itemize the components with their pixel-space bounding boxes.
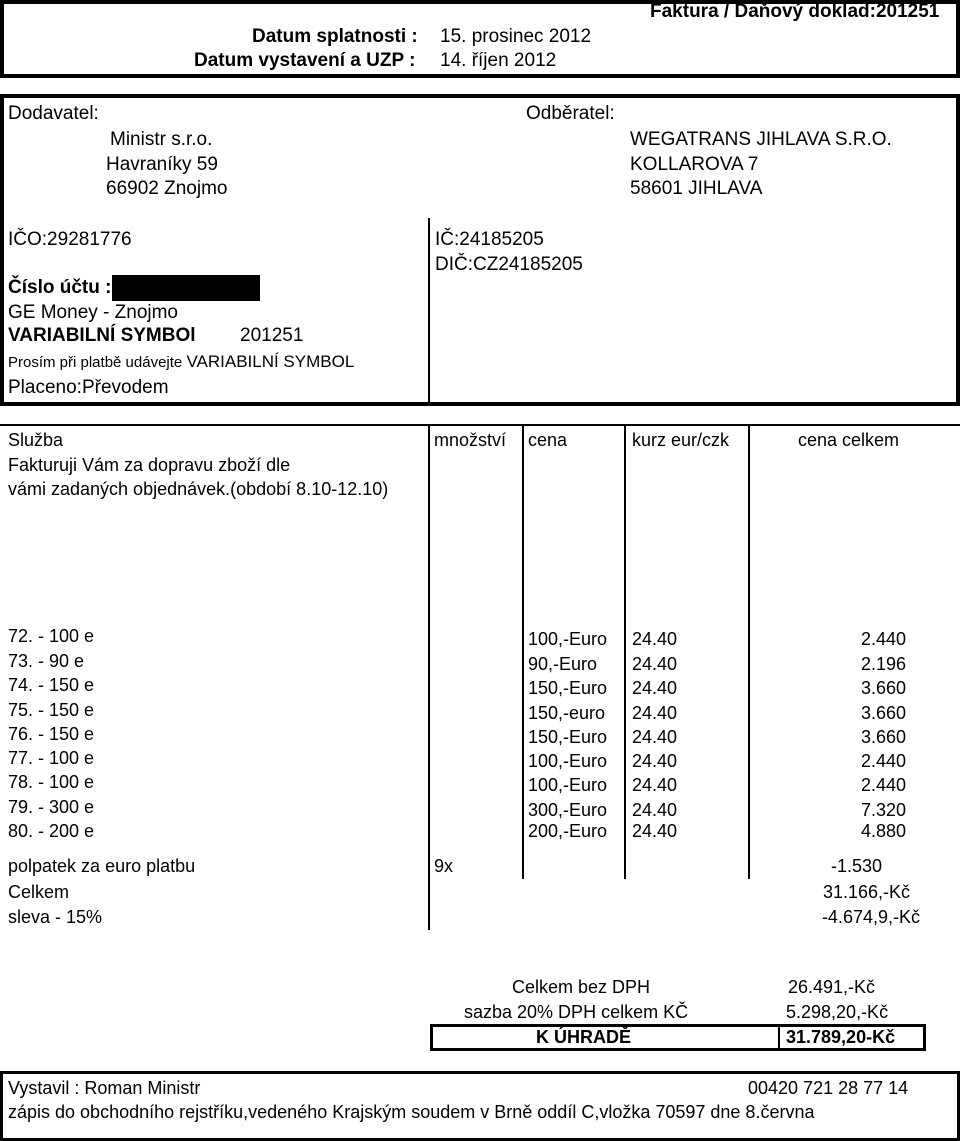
surcharge-label: polpatek za euro platbu <box>8 856 196 876</box>
row-total: 2.440 <box>860 751 906 771</box>
account-label: Číslo účtu : <box>8 277 112 298</box>
payment-method: Placeno:Převodem <box>8 377 169 398</box>
supplier-name: Ministr s.r.o. <box>110 129 213 150</box>
customer-ic: IČ:24185205 <box>435 229 544 250</box>
variable-symbol-value: 201251 <box>240 325 304 346</box>
phone-number: 00420 721 28 77 14 <box>748 1078 909 1098</box>
table-row <box>0 748 960 772</box>
discount-label: sleva - 15% <box>8 907 103 927</box>
row-rate: 24.40 <box>632 678 678 698</box>
net-total-value: 26.491,-Kč <box>788 977 876 997</box>
service-description-2: vámi zadaných objednávek.(období 8.10-12.10) <box>8 479 389 499</box>
row-item: 77. - 100 e <box>8 748 95 768</box>
table-row <box>0 797 960 821</box>
document-title: Faktura / Daňový doklad:201251 <box>650 1 940 22</box>
supplier-ico: IČO:29281776 <box>8 229 132 250</box>
table-row <box>0 724 960 748</box>
row-price: 150,-Euro <box>528 727 608 747</box>
customer-street: KOLLAROVA 7 <box>630 154 759 175</box>
supplier-label: Dodavatel: <box>8 103 99 124</box>
register-note: zápis do obchodního rejstříku,vedeného Krajským soudem v Brně oddíl C,vložka 70597 dne 8.června <box>8 1102 815 1122</box>
amount-due-divider <box>778 1026 780 1049</box>
row-item: 74. - 150 e <box>8 675 95 695</box>
payment-note-vs: VARIABILNÍ SYMBOL <box>186 352 355 371</box>
row-item: 78. - 100 e <box>8 772 95 792</box>
row-price: 300,-Euro <box>528 800 608 820</box>
parties-divider <box>428 218 430 404</box>
header-service: Služba <box>8 430 64 450</box>
row-total: 3.660 <box>860 727 906 747</box>
redacted-account-number <box>112 275 260 301</box>
total-label: Celkem <box>8 882 70 902</box>
due-date-label: Datum splatnosti : <box>252 26 418 47</box>
header-rate: kurz eur/czk <box>632 430 730 450</box>
header-price: cena <box>528 430 568 450</box>
row-total: 3.660 <box>860 703 906 723</box>
variable-symbol-label: VARIABILNÍ SYMBOl <box>8 325 196 346</box>
service-description-1: Fakturuji Vám za dopravu zboží dle <box>8 455 291 475</box>
surcharge-quantity: 9x <box>434 856 454 876</box>
table-row <box>0 772 960 796</box>
amount-due-value: 31.789,20-Kč <box>786 1027 896 1047</box>
row-item: 76. - 150 e <box>8 724 95 744</box>
customer-label: Odběratel: <box>526 103 615 124</box>
table-row <box>0 651 960 675</box>
issued-by: Vystavil : Roman Ministr <box>8 1078 201 1098</box>
header-total: cena celkem <box>798 430 900 450</box>
row-price: 100,-Euro <box>528 629 608 649</box>
discount-value: -4.674,9,-Kč <box>821 907 920 927</box>
table-row <box>0 700 960 724</box>
row-rate: 24.40 <box>632 800 678 820</box>
row-item: 79. - 300 e <box>8 797 95 817</box>
row-price: 100,-Euro <box>528 751 608 771</box>
bank-name: GE Money - Znojmo <box>8 302 178 323</box>
header-quantity: množství <box>434 430 507 450</box>
total-value: 31.166,-Kč <box>822 882 910 902</box>
row-rate: 24.40 <box>632 775 678 795</box>
row-rate: 24.40 <box>632 654 678 674</box>
row-price: 100,-Euro <box>528 775 608 795</box>
customer-name: WEGATRANS JIHLAVA S.R.O. <box>630 129 892 150</box>
row-total: 4.880 <box>860 821 906 841</box>
surcharge-total: -1.530 <box>830 856 882 876</box>
row-total: 2.440 <box>860 629 906 649</box>
row-rate: 24.40 <box>632 751 678 771</box>
amount-due-label: K ÚHRADĚ <box>536 1027 632 1047</box>
net-total-label: Celkem bez DPH <box>512 977 651 997</box>
row-item: 80. - 200 e <box>8 821 95 841</box>
customer-dic: DIČ:CZ24185205 <box>435 254 583 275</box>
supplier-street: Havraníky 59 <box>106 154 218 175</box>
row-item: 73. - 90 e <box>8 651 85 671</box>
payment-note <box>8 352 354 372</box>
vat-value: 5.298,20,-Kč <box>786 1002 889 1022</box>
row-item: 72. - 100 e <box>8 626 95 646</box>
issue-date-label: Datum vystavení a UZP : <box>194 50 416 71</box>
customer-city: 58601 JIHLAVA <box>630 178 763 199</box>
table-top-rule <box>0 424 960 426</box>
vat-label: sazba 20% DPH celkem KČ <box>464 1002 689 1022</box>
table-row <box>0 626 960 650</box>
row-total: 2.440 <box>860 775 906 795</box>
row-total: 7.320 <box>860 800 906 820</box>
row-price: 150,-euro <box>528 703 606 723</box>
supplier-city: 66902 Znojmo <box>106 178 228 199</box>
row-price: 90,-Euro <box>528 654 598 674</box>
row-price: 150,-Euro <box>528 678 608 698</box>
payment-note-text: Prosím při platbě udávejte <box>8 354 183 371</box>
row-rate: 24.40 <box>632 727 678 747</box>
row-item: 75. - 150 e <box>8 700 95 720</box>
due-date-value: 15. prosinec 2012 <box>440 26 592 47</box>
row-total: 2.196 <box>860 654 906 674</box>
row-rate: 24.40 <box>632 821 678 841</box>
row-total: 3.660 <box>860 678 906 698</box>
row-price: 200,-Euro <box>528 821 608 841</box>
table-row <box>0 821 960 845</box>
table-row <box>0 675 960 699</box>
issue-date-value: 14. říjen 2012 <box>440 50 557 71</box>
row-rate: 24.40 <box>632 703 678 723</box>
row-rate: 24.40 <box>632 629 678 649</box>
